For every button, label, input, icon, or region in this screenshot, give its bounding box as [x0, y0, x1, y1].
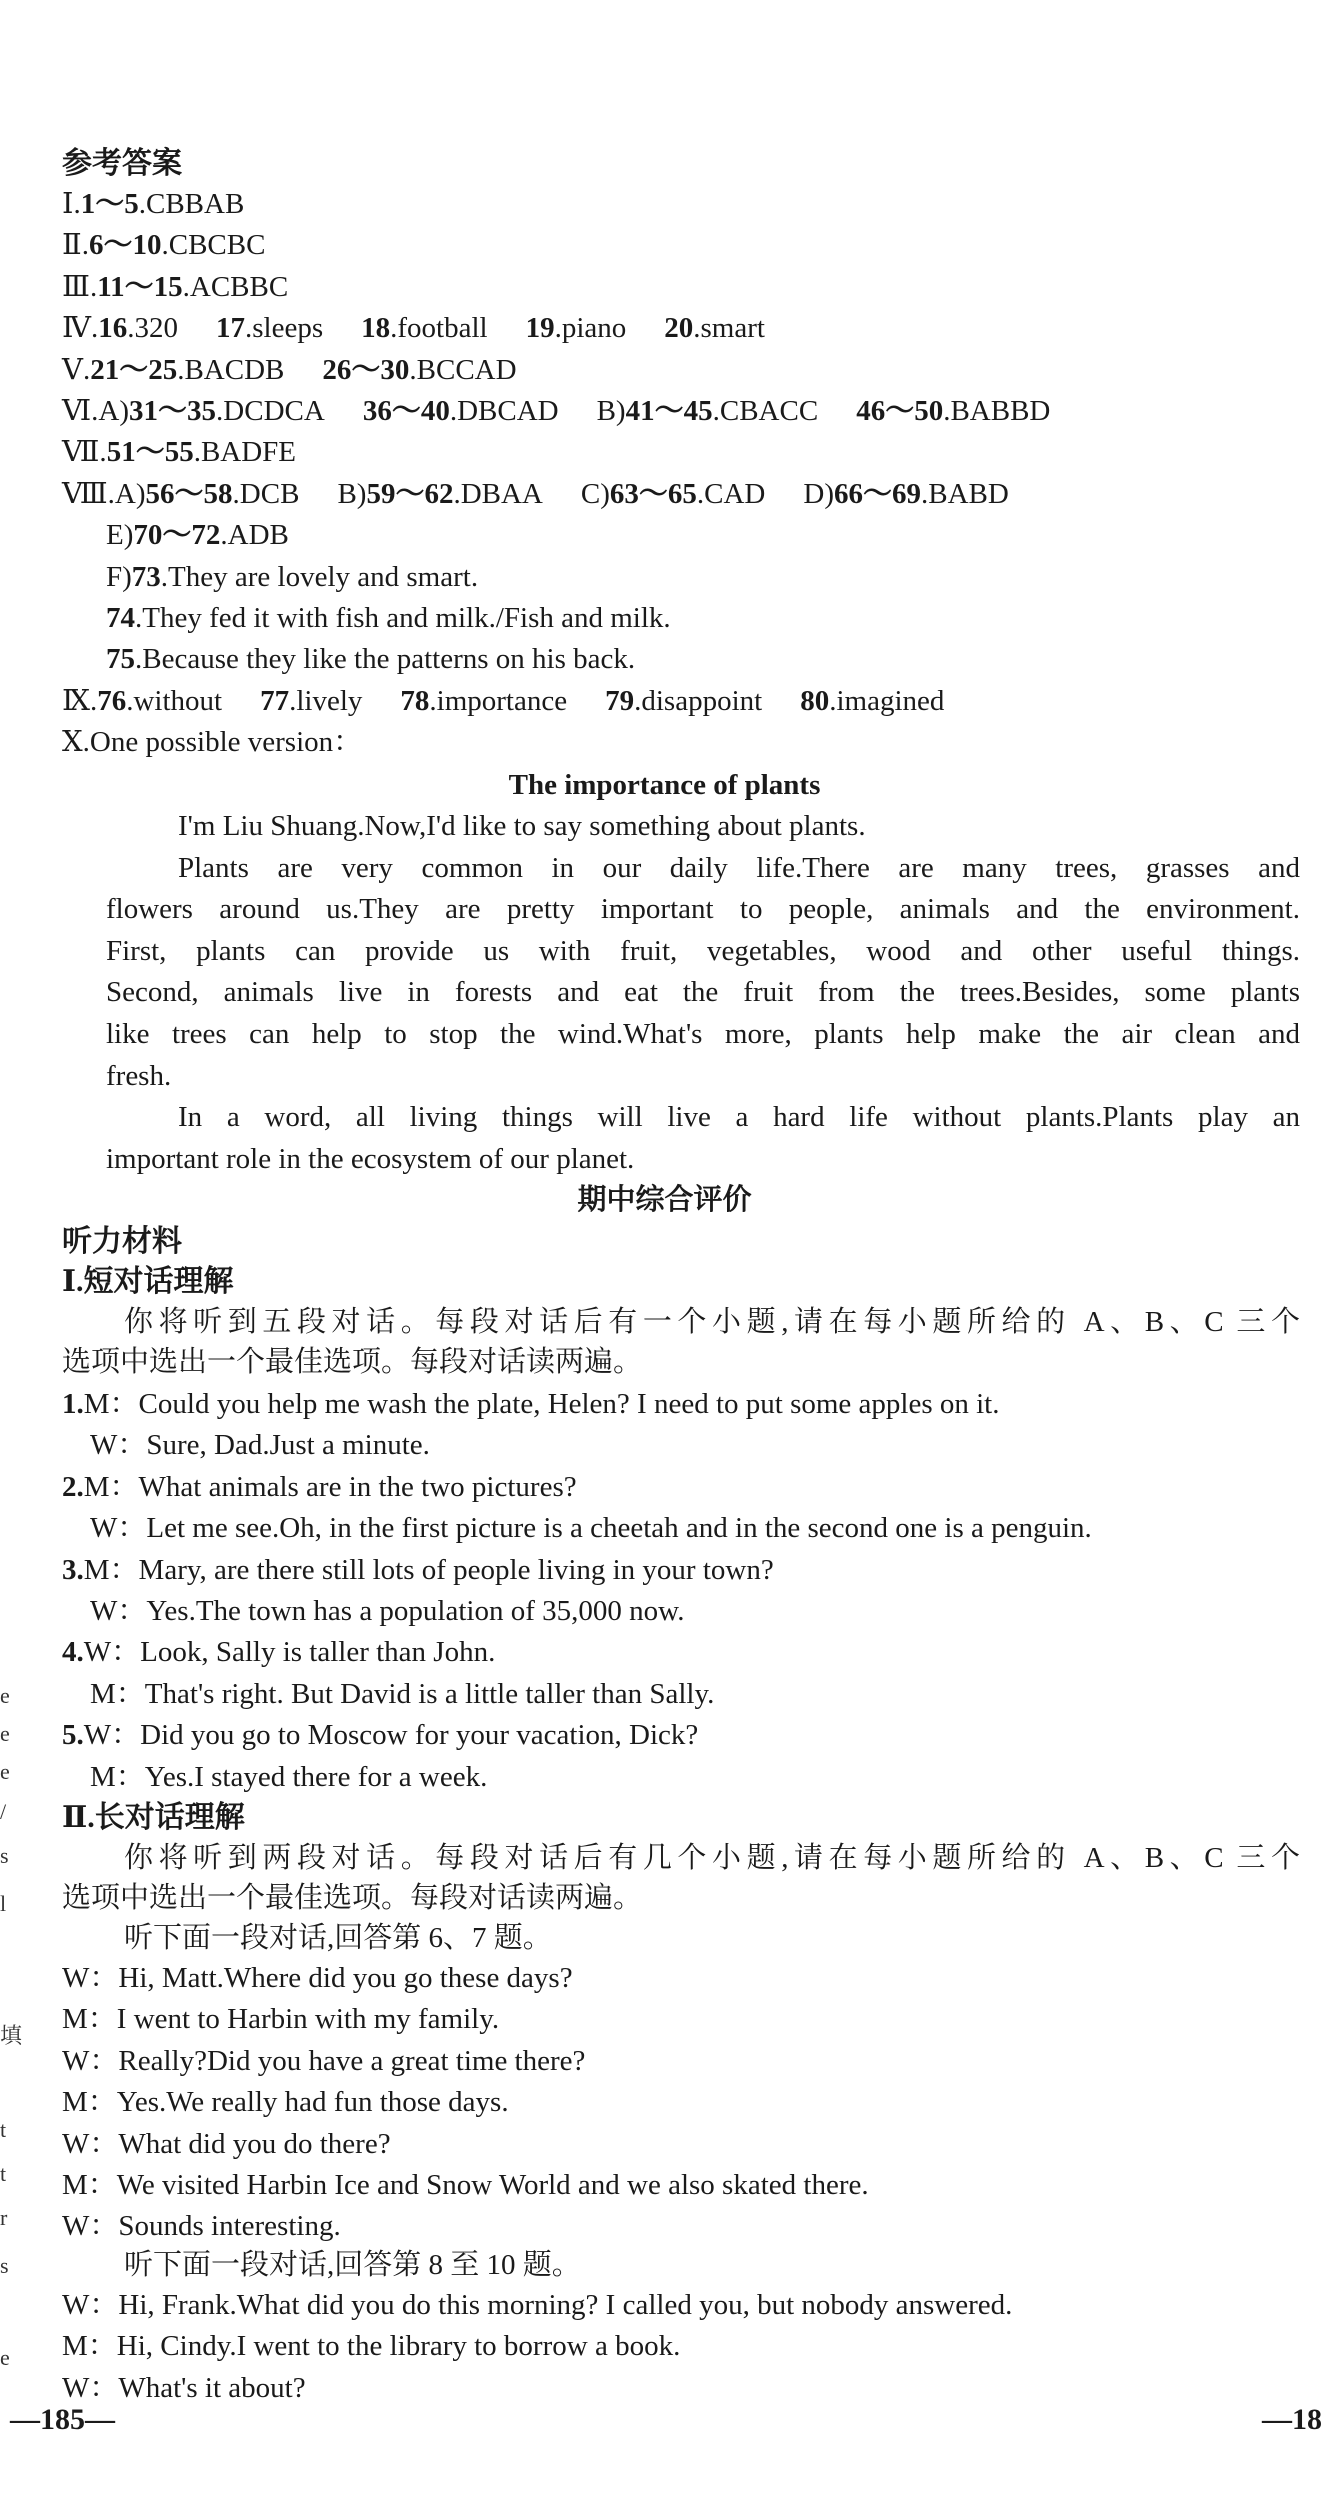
part1-intro-line-1: 你将听到五段对话。每段对话后有一个小题,请在每小题所给的 A、B、C 三个	[124, 1306, 1300, 1338]
utterance: Hi, Frank.What did you do this morning? I called you, but nobody answered.	[118, 2289, 1013, 2321]
answer-text: .BCCAD	[409, 353, 517, 386]
answer-item	[62, 726, 362, 758]
answer-row	[62, 308, 765, 348]
question-number: 2.	[62, 1470, 84, 1503]
answer-item	[62, 188, 244, 220]
answer-number: 11～15	[97, 270, 183, 303]
margin-fragment: t	[0, 2161, 7, 2186]
part1-intro-line-2: 选项中选出一个最佳选项。每段对话读两遍。	[62, 1346, 643, 1378]
answer-text: .BABBD	[943, 395, 1051, 427]
answer-prefix: Ⅲ.	[62, 270, 98, 303]
answer-item	[800, 685, 944, 717]
dialogue2-intro: 听下面一段对话,回答第 8 至 10 题。	[124, 2249, 581, 2281]
essay-line: Plants are very common in our daily life.There are many trees, grasses and	[178, 851, 1300, 884]
answer-text: .BACDB	[177, 353, 285, 386]
answer-number: 80	[800, 684, 830, 717]
answer-number: 20	[664, 312, 694, 345]
answer-number: 76	[97, 684, 127, 717]
answer-number: 51～55	[106, 436, 194, 469]
essay-line: In a word, all living things will live a hard life without plants.Plants play an	[178, 1101, 1300, 1134]
speaker: W：	[62, 1962, 119, 1994]
answer-item	[62, 478, 299, 510]
answer-text: .disappoint	[634, 684, 763, 717]
answer-item	[322, 354, 516, 386]
dialogue-line	[90, 1508, 1092, 1548]
dialogue-line	[62, 1384, 999, 1424]
question-number: 4.	[62, 1636, 84, 1669]
speaker: W：	[62, 2289, 119, 2321]
utterance: Yes.We really had fun those days.	[116, 2086, 509, 2119]
utterance: What did you do there?	[118, 2127, 391, 2160]
answer-text: .CBACC	[712, 395, 819, 427]
answer-row	[62, 474, 1009, 514]
dialogue-line	[62, 1958, 573, 1998]
dialogue-line	[62, 2285, 1012, 2325]
dialogue-line	[62, 2326, 680, 2366]
speaker: W：	[62, 2210, 119, 2243]
answer-number: 79	[605, 684, 635, 717]
answer-text: .DCDCA	[216, 395, 325, 427]
answer-item	[856, 395, 1050, 427]
margin-fragment: e	[0, 2345, 10, 2370]
answer-item	[664, 312, 765, 344]
dialogue-line	[62, 2165, 869, 2205]
listening-heading: 听力材料	[62, 1225, 182, 1258]
question-number: 5.	[62, 1719, 84, 1752]
answer-row	[62, 184, 244, 224]
answer-text: .ACBBC	[182, 270, 289, 303]
answer-text: .ADB	[220, 519, 289, 552]
answer-number: 59～62	[366, 477, 454, 510]
utterance: Sure, Dad.Just a minute.	[146, 1429, 430, 1462]
answer-text: .BABD	[921, 477, 1009, 510]
answer-number: 31～35	[129, 395, 217, 427]
dialogue-line	[90, 1674, 714, 1714]
answer-number: 75	[106, 643, 135, 676]
margin-fragment: 填	[0, 2023, 23, 2048]
utterance: Could you help me wash the plate, Helen? I need to put some apples on it.	[138, 1388, 1000, 1420]
essay-line: I'm Liu Shuang.Now,I'd like to say something about plants.	[178, 810, 866, 842]
answer-prefix: Ⅹ.	[62, 726, 90, 759]
answer-text: .without	[126, 684, 223, 717]
answer-number: 77	[260, 684, 290, 717]
answer-text: .DBAA	[453, 477, 543, 510]
essay-line: flowers around us.They are pretty important to people, animals and the environment.	[106, 893, 1300, 926]
answer-text: .lively	[289, 684, 363, 717]
speaker: M：	[83, 1470, 139, 1503]
utterance: What's it about?	[118, 2371, 306, 2404]
answer-item	[106, 602, 671, 634]
answer-row	[62, 432, 296, 472]
answer-row	[62, 722, 362, 762]
speaker: M：	[62, 2169, 117, 2201]
answer-item	[62, 395, 325, 427]
answer-item	[526, 312, 627, 344]
utterance: Sounds interesting.	[118, 2210, 341, 2243]
answer-text: .football	[390, 312, 488, 345]
margin-fragment: t	[0, 2117, 7, 2142]
answer-number: 70～72	[133, 519, 221, 552]
answer-number: 6～10	[88, 229, 162, 262]
dialogue1-intro: 听下面一段对话,回答第 6、7 题。	[124, 1922, 552, 1954]
answer-item	[106, 643, 635, 675]
utterance: What animals are in the two pictures?	[138, 1470, 577, 1503]
utterance: We visited Harbin Ice and Snow World and we also skated there.	[116, 2169, 869, 2201]
margin-fragment: l	[0, 1891, 7, 1916]
answer-item	[260, 685, 362, 717]
dialogue-line	[90, 1757, 487, 1797]
speaker: W：	[90, 1429, 147, 1462]
utterance: Mary, are there still lots of people living in your town?	[138, 1553, 774, 1586]
answer-row	[106, 598, 671, 638]
answer-number: 21～25	[90, 353, 178, 386]
speaker: M：	[62, 2086, 117, 2119]
margin-fragment: e	[0, 1721, 10, 1746]
essay-line: fresh.	[106, 1059, 172, 1092]
answer-item	[363, 395, 559, 427]
utterance: Did you go to Moscow for your vacation, Dick?	[140, 1719, 699, 1752]
answer-text: .Because they like the patterns on his back.	[135, 643, 636, 676]
utterance: That's right. But David is a little taller than Sally.	[144, 1677, 715, 1710]
speaker: W：	[62, 2371, 119, 2404]
answer-item	[106, 519, 289, 551]
answer-row	[106, 515, 289, 555]
speaker: M：	[83, 1553, 139, 1586]
utterance: I went to Harbin with my family.	[116, 2003, 500, 2036]
answer-prefix: Ⅸ.	[62, 684, 98, 717]
answer-prefix: B)	[337, 477, 367, 510]
speaker: W：	[62, 2044, 119, 2077]
part1-heading: Ⅰ.短对话理解	[62, 1265, 234, 1298]
page-number-right: —18	[1262, 2403, 1322, 2436]
answer-number: 74	[106, 602, 135, 634]
answer-text: .BADFE	[193, 436, 297, 469]
speaker: M：	[83, 1388, 139, 1420]
essay-line: like trees can help to stop the wind.What's more, plants help make the air clean and	[106, 1018, 1300, 1050]
answer-text: One possible version：	[89, 726, 363, 759]
dialogue-line	[62, 1715, 698, 1755]
answer-item	[62, 436, 296, 468]
speaker: M：	[90, 1760, 145, 1793]
utterance: Hi, Cindy.I went to the library to borrow a book.	[116, 2330, 681, 2363]
speaker: W：	[90, 1512, 147, 1545]
speaker: W：	[83, 1636, 141, 1669]
margin-fragment: /	[0, 1799, 7, 1824]
speaker: M：	[62, 2330, 117, 2363]
question-number: 1.	[62, 1388, 84, 1420]
answer-row	[106, 557, 478, 597]
answer-text: .DBCAD	[449, 395, 559, 427]
utterance: Yes.I stayed there for a week.	[144, 1760, 488, 1793]
answer-number: 36～40	[362, 395, 450, 427]
utterance: Really?Did you have a great time there?	[118, 2044, 586, 2077]
answer-prefix: C)	[580, 477, 610, 510]
answer-number: 41～45	[625, 395, 713, 427]
dialogue-line	[62, 1632, 495, 1672]
answer-row	[62, 225, 265, 265]
answer-prefix: B)	[596, 395, 626, 427]
answer-number: 63～65	[609, 477, 697, 510]
margin-fragment: e	[0, 1759, 10, 1784]
answer-item	[337, 478, 542, 510]
essay-line: First, plants can provide us with fruit, vegetables, wood and other useful things.	[106, 934, 1300, 967]
dialogue-line	[90, 1425, 430, 1465]
speaker: M：	[62, 2003, 117, 2036]
dialogue-line	[62, 2041, 585, 2081]
part2-intro-line-1: 你将听到两段对话。每段对话后有几个小题,请在每小题所给的 A、B、C 三个	[124, 1842, 1300, 1874]
answer-prefix: Ⅶ.	[62, 436, 107, 469]
dialogue-line	[62, 2082, 509, 2122]
answer-number: 78	[400, 684, 430, 717]
answer-item	[605, 685, 762, 717]
utterance: Hi, Matt.Where did you go these days?	[118, 1962, 573, 1994]
answer-number: 18	[361, 312, 391, 345]
answer-prefix: D)	[803, 477, 834, 510]
utterance: Yes.The town has a population of 35,000 now.	[146, 1595, 685, 1627]
utterance: Look, Sally is taller than John.	[140, 1636, 496, 1669]
answer-text: .CBCBC	[161, 229, 266, 262]
answer-item	[62, 312, 178, 344]
answer-number: 73	[131, 560, 161, 593]
answer-prefix: F)	[106, 560, 132, 593]
margin-fragment: r	[0, 2205, 8, 2230]
margin-fragment: e	[0, 1683, 10, 1708]
answer-item	[62, 271, 288, 303]
answers-heading: 参考答案	[62, 147, 182, 180]
speaker: W：	[90, 1595, 147, 1627]
answer-text: .CBBAB	[138, 188, 245, 220]
dialogue-line	[62, 1999, 499, 2039]
dialogue-line	[62, 2124, 391, 2164]
answer-number: 19	[525, 312, 555, 345]
speaker: W：	[83, 1719, 141, 1752]
answer-item	[62, 685, 222, 717]
answer-row	[62, 681, 944, 721]
answer-item	[400, 685, 567, 717]
answer-text: .imagined	[829, 684, 945, 717]
question-number: 3.	[62, 1553, 84, 1586]
answer-row	[62, 267, 288, 307]
answer-item	[581, 478, 766, 510]
answer-text: .importance	[429, 684, 568, 717]
utterance: Let me see.Oh, in the first picture is a cheetah and in the second one is a penguin.	[146, 1512, 1092, 1545]
answer-prefix: Ⅱ.	[62, 229, 89, 262]
answer-text: .sleeps	[244, 312, 324, 345]
essay-title: The importance of plants	[508, 769, 821, 801]
margin-fragment: s	[0, 1843, 9, 1868]
answer-text: .320	[127, 312, 178, 345]
answer-prefix: Ⅰ.	[62, 188, 81, 220]
answer-text: .CAD	[696, 477, 766, 510]
answer-prefix: Ⅴ.	[62, 353, 91, 386]
margin-fragment: s	[0, 2253, 9, 2278]
answer-item	[62, 354, 284, 386]
answer-text: .DCB	[232, 477, 300, 510]
answer-row	[62, 391, 1050, 431]
speaker: M：	[90, 1677, 145, 1710]
dialogue-line	[62, 1550, 774, 1590]
answer-number: 1～5	[80, 188, 139, 220]
dialogue-line	[90, 1591, 684, 1631]
answer-prefix: E)	[106, 519, 134, 552]
dialogue-line	[62, 2206, 341, 2246]
answer-number: 26～30	[322, 353, 410, 386]
essay-line: Second, animals live in forests and eat the fruit from the trees.Besides, some plants	[106, 976, 1300, 1009]
answer-text: .They fed it with fish and milk./Fish and milk.	[135, 602, 671, 634]
answer-prefix: Ⅵ.A)	[62, 395, 130, 427]
answer-row	[106, 639, 635, 679]
answer-prefix: Ⅷ.A)	[62, 477, 146, 510]
part2-intro-line-2: 选项中选出一个最佳选项。每段对话读两遍。	[62, 1882, 643, 1914]
answer-item	[803, 478, 1008, 510]
answer-item	[216, 312, 323, 344]
midterm-title: 期中综合评价	[577, 1184, 752, 1216]
answer-number: 16	[98, 312, 128, 345]
answer-number: 46～50	[856, 395, 944, 427]
page-number-left: —185—	[10, 2403, 115, 2436]
speaker: W：	[62, 2127, 119, 2160]
answer-row	[62, 350, 517, 390]
answer-item	[597, 395, 819, 427]
answer-text: .piano	[554, 312, 627, 345]
essay-line: important role in the ecosystem of our planet.	[106, 1142, 635, 1175]
answer-number: 56～58	[145, 477, 233, 510]
answer-number: 17	[215, 312, 245, 345]
answer-item	[106, 561, 478, 593]
dialogue-line	[62, 1467, 577, 1507]
answer-item	[62, 229, 265, 261]
answer-number: 66～69	[833, 477, 921, 510]
answer-item	[361, 312, 487, 344]
answer-text: .smart	[693, 312, 765, 345]
answer-prefix: Ⅳ.	[62, 312, 99, 345]
answer-text: .They are lovely and smart.	[160, 560, 479, 593]
part2-heading: Ⅱ.长对话理解	[62, 1801, 245, 1834]
